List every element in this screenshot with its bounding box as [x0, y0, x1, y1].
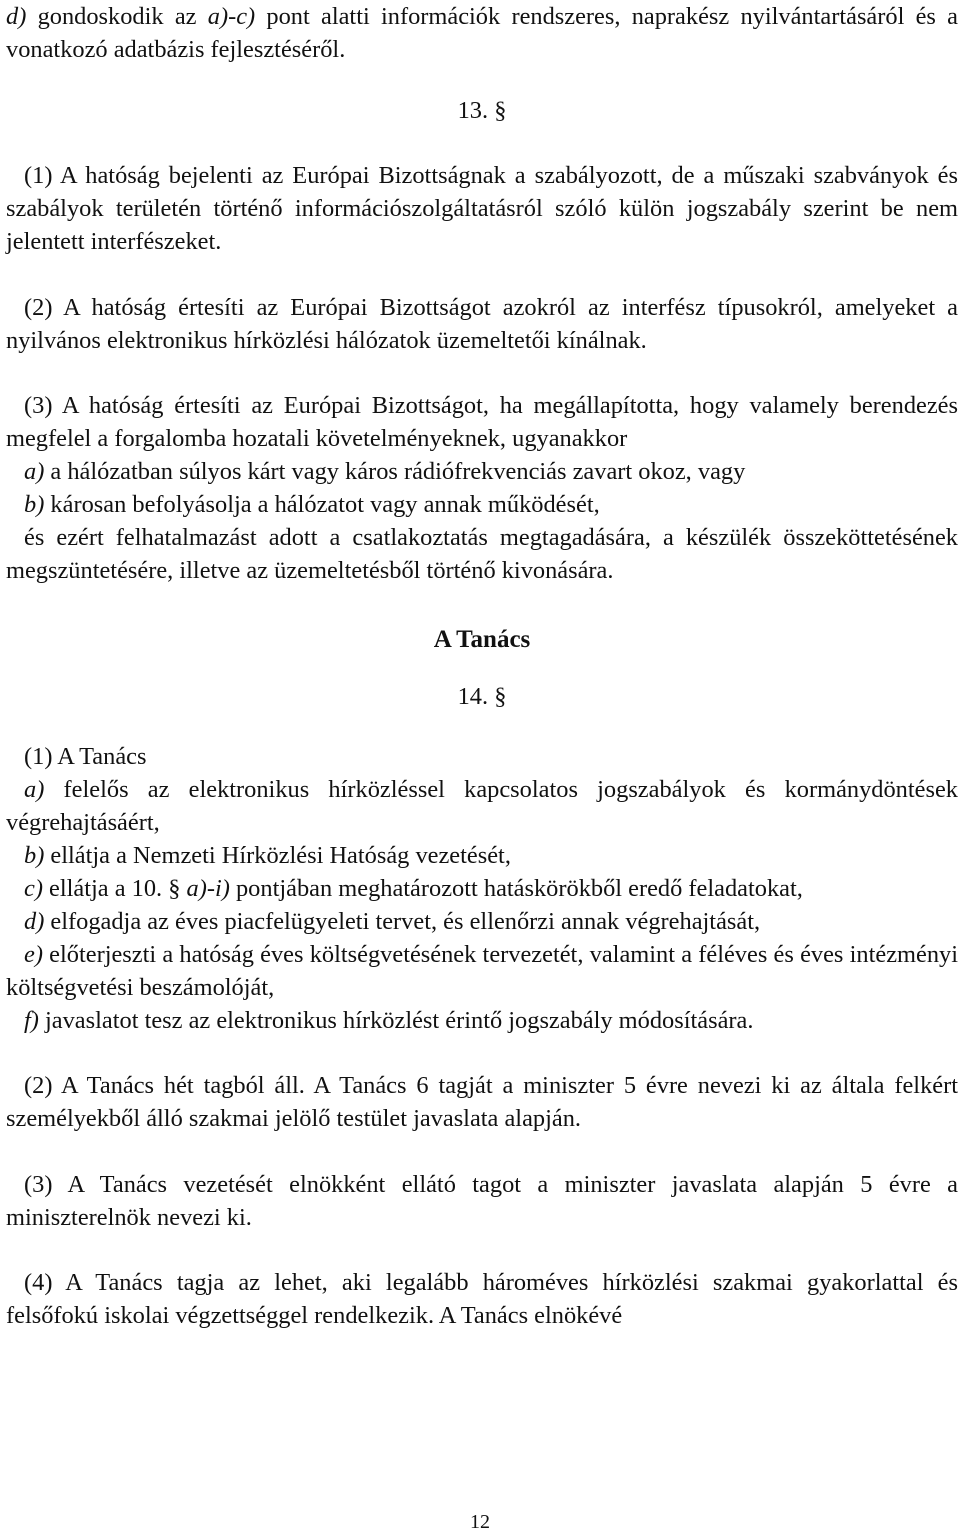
paragraph-14-4: (4) A Tanács tagja az lehet, aki legalább hároméves hírközlési szakmai gyakorlattal és felsőfokú iskolai végzettséggel rendelkezik. A Tanács elnökévé: [6, 1268, 958, 1329]
item-reference: a)-i): [186, 874, 230, 902]
list-item-b: [6, 488, 958, 521]
document-page: [6, 0, 958, 1332]
item-text: javaslatot tesz az elektronikus hírközlést érintő jogszabály módosítására.: [38, 1007, 754, 1035]
item-letter: e): [24, 941, 43, 969]
paragraph-14-2: (2) A Tanács hét tagból áll. A Tanács 6 tagját a miniszter 5 évre nevezi ki az általa felkért személyekből álló szakmai jelölő testület javaslata alapján.: [6, 1072, 958, 1133]
item-letter: b): [24, 491, 45, 519]
item-text: pont alatti információk rendszeres, naprakész nyilvántartásáról és a vonatkozó adatbázis fejlesztéséről.: [6, 3, 958, 64]
item-text: károsan befolyásolja a hálózatot vagy annak működését,: [44, 491, 600, 519]
item-letter: a): [24, 457, 45, 485]
item-letter: f): [24, 1007, 39, 1035]
paragraph-13-3-intro: (3) A hatóság értesíti az Európai Bizottságot, ha megállapította, hogy valamely berendezés megfelel a forgalomba hozatali követelményeknek, ugyanakkor: [6, 391, 958, 452]
paragraph-13-1: (1) A hatóság bejelenti az Európai Bizottságnak a szabályozott, de a műszaki szabványok és szabályok területén történő információszolgáltatásról szóló külön jogszabály szerint be nem jelentett interfészeket.: [6, 162, 958, 256]
section-heading-14: 14. §: [457, 683, 507, 711]
item-reference: a)-c): [207, 3, 256, 30]
list-item-b: [6, 839, 958, 872]
item-text: gondoskodik az: [26, 3, 208, 30]
paragraph-13-3-end: és ezért felhatalmazást adott a csatlakoztatás megtagadására, a készülék összeköttetésének megszüntetésére, illetve az üzemeltetésből történő kivonására.: [6, 524, 958, 585]
list-item-f: [6, 1004, 958, 1037]
section-heading-13: 13. §: [457, 97, 507, 125]
chapter-title: A Tanács: [433, 626, 531, 654]
list-item-e: [6, 938, 958, 1004]
paragraph-14-1-intro: (1) A Tanács: [24, 742, 147, 770]
paragraph-14-3: (3) A Tanács vezetését elnökként ellátó tagot a miniszter javaslata alapján 5 évre a miniszterelnök nevezi ki.: [6, 1170, 958, 1231]
item-text: a hálózatban súlyos kárt vagy káros rádiófrekvenciás zavart okoz, vagy: [44, 457, 746, 485]
list-item-c: [6, 872, 958, 905]
item-letter: d): [6, 3, 27, 30]
item-text: felelős az elektronikus hírközléssel kapcsolatos jogszabályok és kormánydöntések végrehajtásáért,: [6, 775, 958, 836]
item-text: előterjeszti a hatóság éves költségvetésének tervezetét, valamint a féléves és éves intézményi költségvetési beszámolóját,: [6, 941, 958, 1002]
item-text: ellátja a Nemzeti Hírközlési Hatóság vezetését,: [44, 841, 511, 869]
item-text: elfogadja az éves piacfelügyeleti tervet, és ellenőrzi annak végrehajtását,: [44, 907, 761, 935]
item-text: ellátja a 10. §: [42, 874, 187, 902]
paragraph-13-2: (2) A hatóság értesíti az Európai Bizottságot azokról az interfész típusokról, amelyeket a nyilvános elektronikus hírközlési hálózatok üzemeltetői kínálnak.: [6, 293, 958, 354]
item-text: pontjában meghatározott hatáskörökből eredő feladatokat,: [229, 874, 803, 902]
item-d-paragraph: [6, 0, 958, 66]
list-item-a: [6, 773, 958, 839]
item-letter: d): [24, 907, 45, 935]
page-number: 12: [470, 1511, 490, 1533]
item-letter: a): [24, 775, 45, 803]
item-letter: c): [24, 874, 43, 902]
list-item-d: [6, 905, 958, 938]
list-item-a: [6, 455, 958, 488]
item-letter: b): [24, 841, 45, 869]
